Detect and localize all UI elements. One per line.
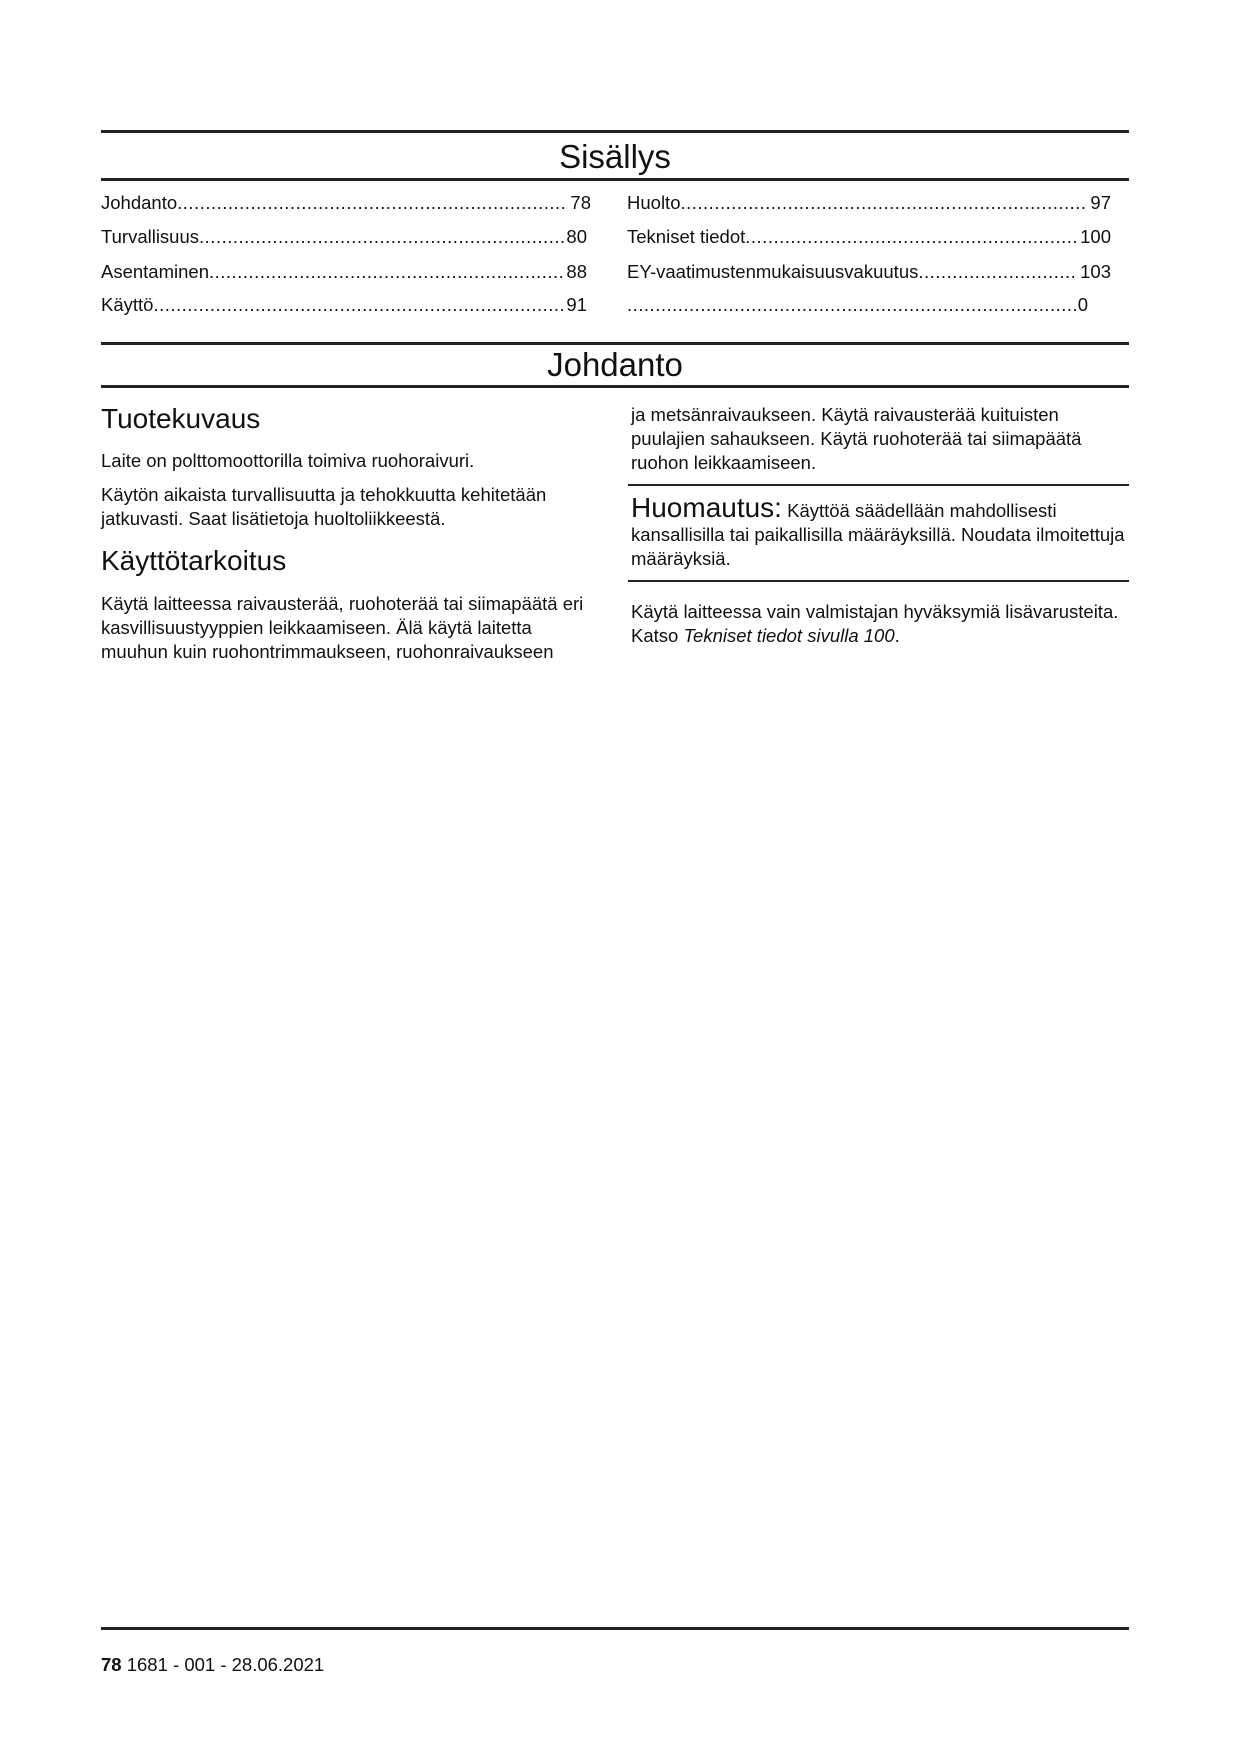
toc-dot-leader bbox=[199, 225, 564, 249]
toc-entry-turvallisuus[interactable] bbox=[101, 225, 587, 249]
toc-entry-label: Asentaminen bbox=[101, 261, 209, 282]
accessory-text: Käytä laitteessa vain valmistajan hyväksymiä lisävarusteita. Katso bbox=[631, 601, 1119, 646]
toc-entry-unnamed[interactable] bbox=[627, 293, 1088, 317]
toc-top-rule bbox=[101, 130, 1129, 133]
toc-entry-label: Käyttö bbox=[101, 294, 154, 315]
toc-entry-label: Huolto bbox=[627, 192, 681, 213]
toc-dot-leader bbox=[918, 260, 1078, 284]
toc-dot-leader bbox=[177, 191, 568, 215]
footer-page-number: 78 bbox=[101, 1654, 122, 1675]
toc-entry-page: 88 bbox=[566, 261, 587, 282]
toc-dot-leader bbox=[627, 293, 1076, 317]
note-bottom-rule bbox=[628, 580, 1129, 582]
toc-entry-label: EY-vaatimustenmukaisuusvakuutus bbox=[627, 261, 919, 282]
toc-entry-tekniset-tiedot[interactable] bbox=[627, 225, 1111, 249]
toc-entry-page: 91 bbox=[566, 294, 587, 315]
toc-entry-huolto[interactable] bbox=[627, 191, 1111, 215]
toc-bottom-rule bbox=[101, 178, 1129, 181]
toc-entry-ey-vakuutus[interactable] bbox=[627, 260, 1111, 284]
note-block bbox=[631, 493, 1129, 571]
intended-use-text: Käytä laitteessa raivausterää, ruohoterää tai siimapäätä eri kasvillisuustyyppien leikkaamiseen. Älä käytä laitetta muuhun kuin ruohontrimmaukseen, ruohonraivaukseen bbox=[101, 593, 584, 662]
toc-title: Sisällys bbox=[559, 138, 671, 175]
note-text: Käyttöä säädellään mahdollisesti kansallisilla tai paikallisilla määräyksillä. Noudata ilmoitettuja määräyksiä. bbox=[631, 500, 1125, 569]
note-top-rule bbox=[628, 484, 1129, 486]
note-label: Huomautus: bbox=[631, 492, 782, 523]
toc-entry-label: Turvallisuus bbox=[101, 226, 200, 247]
intro-title: Johdanto bbox=[547, 346, 683, 383]
toc-dot-leader bbox=[745, 225, 1078, 249]
product-description-heading: Tuotekuvaus bbox=[101, 403, 261, 434]
accessory-end: . bbox=[894, 625, 900, 646]
footer-rule bbox=[101, 1627, 1129, 1630]
toc-entry-page: 80 bbox=[566, 226, 587, 247]
toc-entry-page: 0 bbox=[1077, 294, 1088, 315]
toc-dot-leader bbox=[209, 260, 564, 284]
toc-entry-label: Johdanto bbox=[101, 192, 178, 213]
product-description-text-2: Käytön aikaista turvallisuutta ja tehokkuutta kehitetään jatkuvasti. Saat lisätietoja huoltoliikkeestä. bbox=[101, 484, 547, 529]
accessory-paragraph bbox=[631, 600, 1129, 648]
product-description-text-1: Laite on polttomoottorilla toimiva ruohoraivuri. bbox=[101, 450, 475, 471]
toc-entry-page: 97 bbox=[1090, 192, 1111, 213]
toc-entry-page: 100 bbox=[1080, 226, 1111, 247]
tech-specs-link[interactable]: Tekniset tiedot sivulla 100 bbox=[683, 625, 895, 646]
toc-entry-kaytto[interactable] bbox=[101, 293, 587, 317]
footer bbox=[101, 1653, 324, 1677]
toc-entry-johdanto[interactable] bbox=[101, 191, 591, 215]
toc-dot-leader bbox=[680, 191, 1088, 215]
intro-bottom-rule bbox=[101, 385, 1129, 388]
toc-entry-asentaminen[interactable] bbox=[101, 260, 587, 284]
toc-entry-page: 103 bbox=[1080, 261, 1111, 282]
toc-entry-page: 78 bbox=[570, 192, 591, 213]
intended-use-heading: Käyttötarkoitus bbox=[101, 545, 287, 576]
intended-use-text-continued: ja metsänraivaukseen. Käytä raivausterää kuituisten puulajien sahaukseen. Käytä ruohoterää tai siimapäätä ruohon leikkaamiseen. bbox=[631, 404, 1082, 473]
toc-dot-leader bbox=[153, 293, 564, 317]
footer-doc-info: 1681 - 001 - 28.06.2021 bbox=[121, 1654, 325, 1675]
toc-entry-label: Tekniset tiedot bbox=[627, 226, 746, 247]
